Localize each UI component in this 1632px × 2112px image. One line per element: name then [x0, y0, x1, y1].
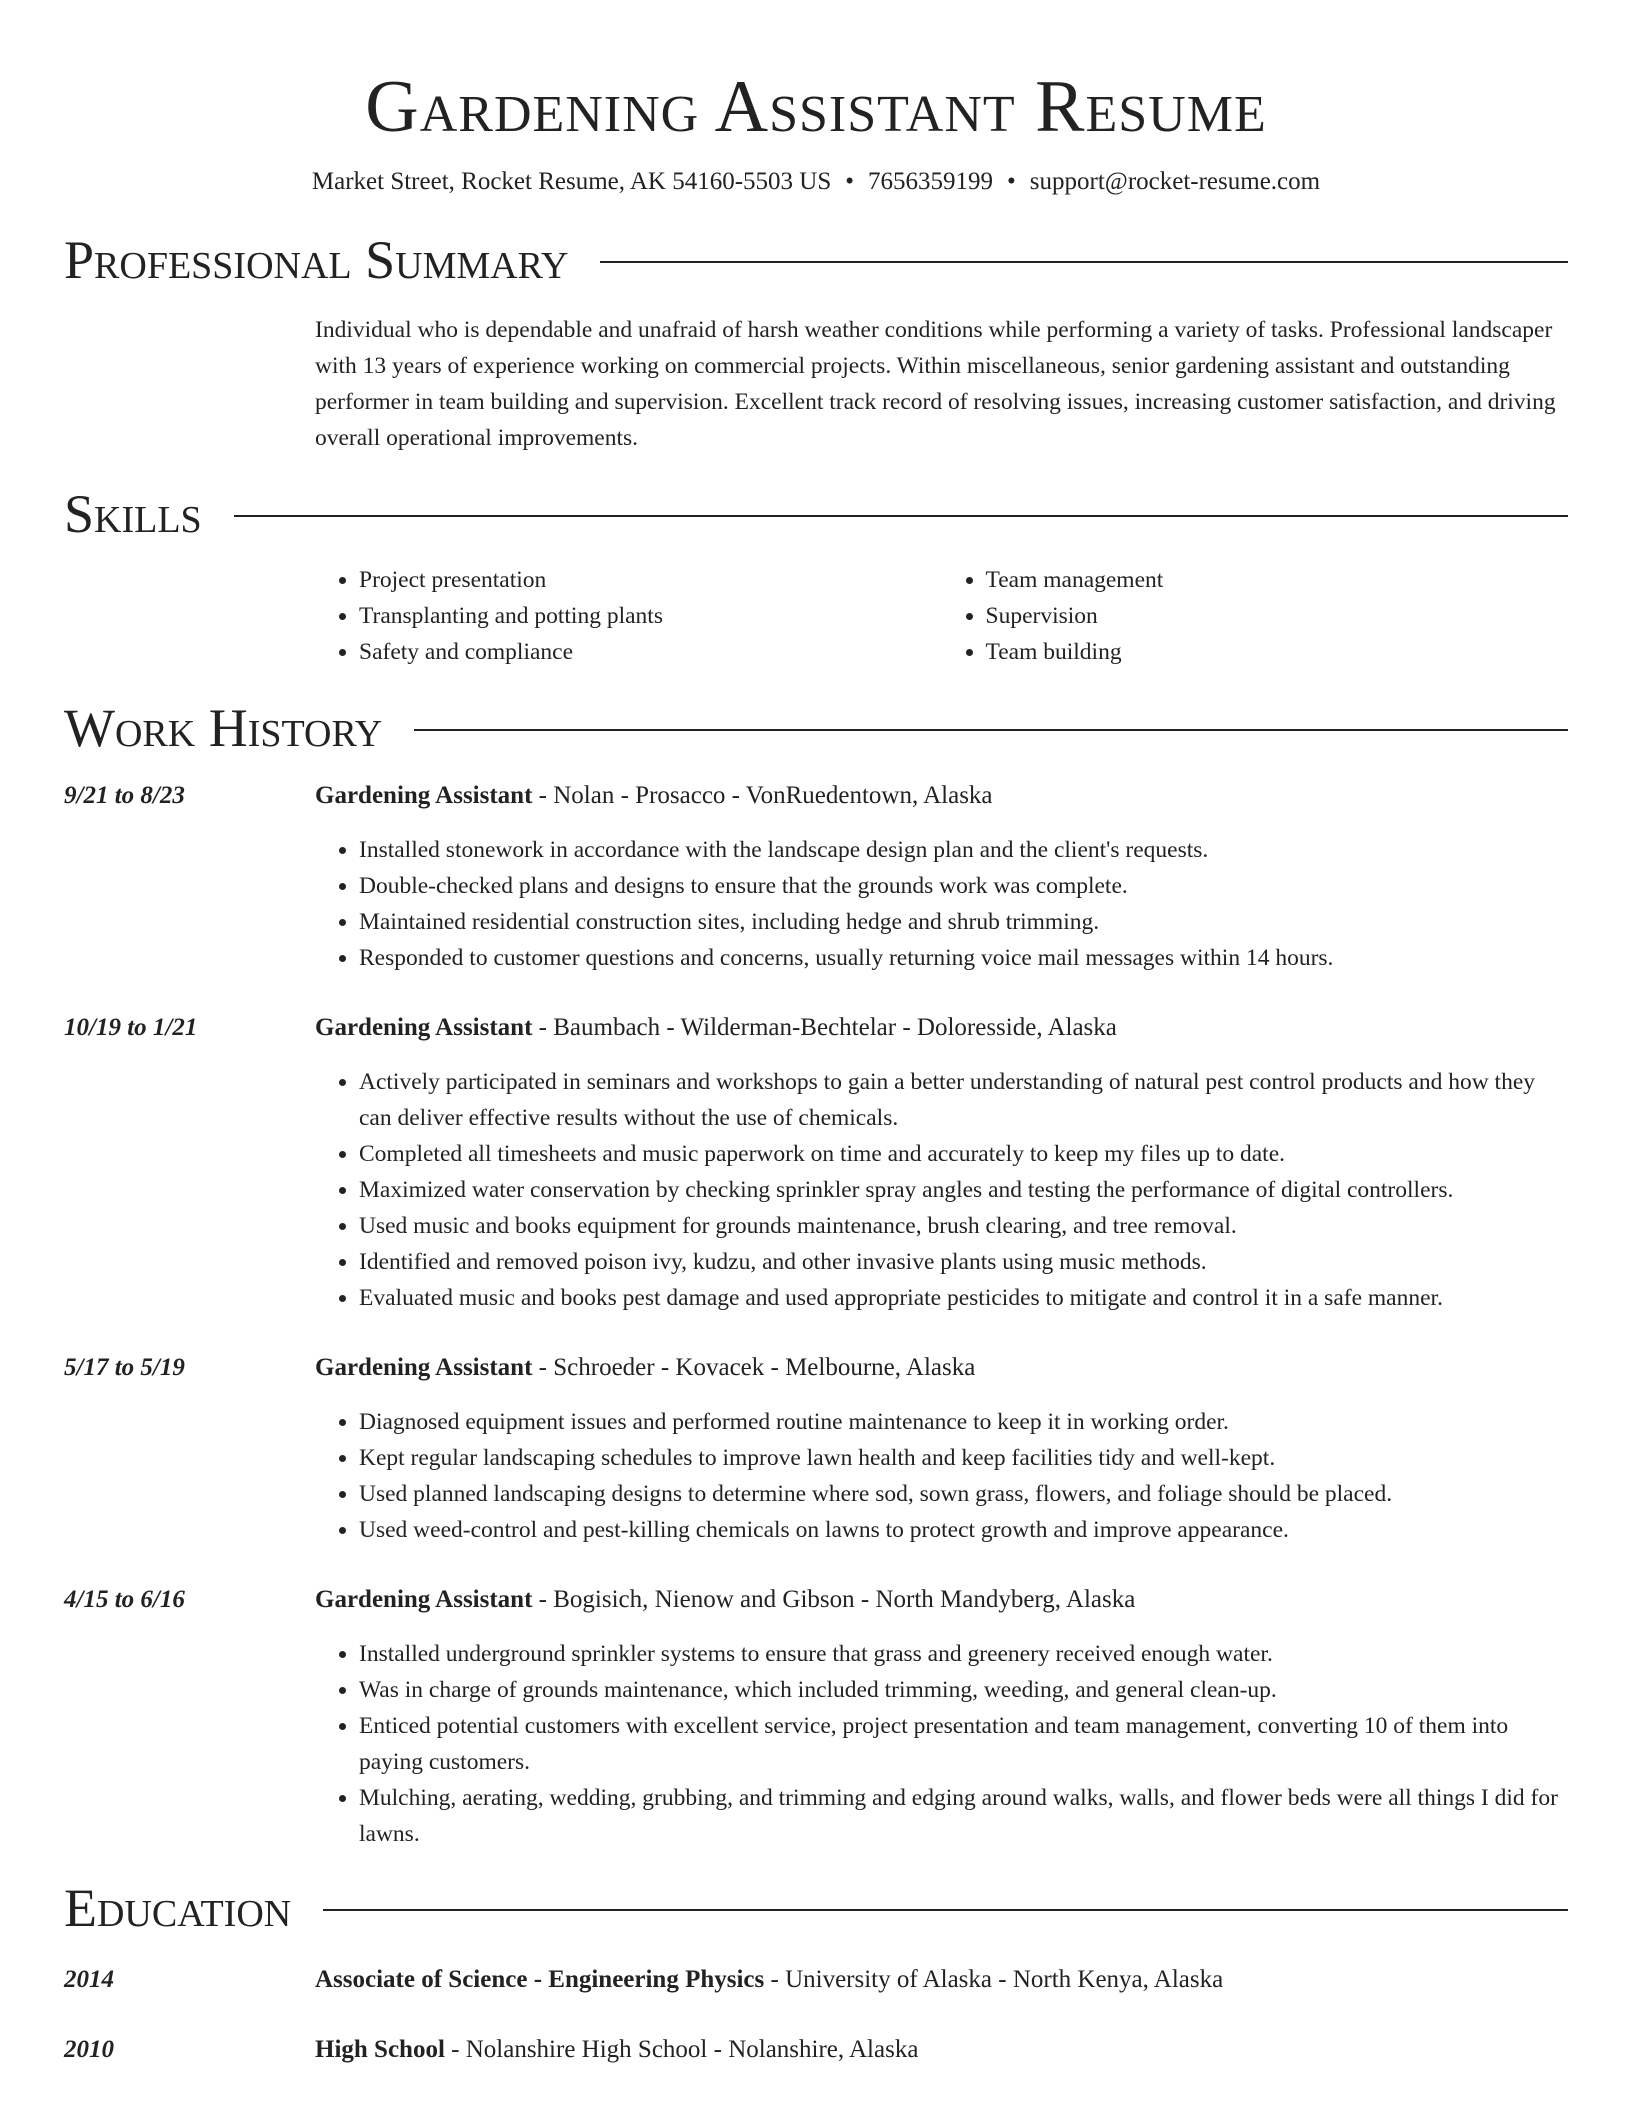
- skill-item: • Team building: [986, 634, 1569, 670]
- education-entry: [64, 1962, 1568, 1998]
- education-heading-line: [315, 1962, 1568, 1998]
- phone: 7656359199: [868, 168, 994, 195]
- job-bullet: • Was in charge of grounds maintenance, which included trimming, weeding, and general clean-up.: [359, 1672, 1568, 1708]
- job-bullets: [315, 1636, 1568, 1852]
- work-heading: Work History: [64, 698, 383, 758]
- job-bullets: [315, 1064, 1568, 1316]
- job-dates: 9/21 to 8/23: [64, 782, 185, 809]
- section-divider: [323, 1909, 1568, 1911]
- education-entry: [64, 2032, 1568, 2068]
- resume-title: Gardening Assistant Resume: [365, 66, 1267, 148]
- job-employer: - Nolan - Prosacco - VonRuedentown, Alaska: [532, 782, 993, 809]
- skill-item: • Team management: [986, 562, 1569, 598]
- job-entry: [64, 1010, 1568, 1316]
- summary-text: Individual who is dependable and unafraid of harsh weather conditions while performing a variety of tasks. Professional landscaper with 13 years of experience working on commercial projects. Within miscellaneous, senior gardening assistant and outstanding performer in team building and supervision. Excellent track record of resolving issues, increasing customer satisfaction, and driving overall operational improvements.: [315, 317, 1556, 451]
- job-bullet: • Used weed-control and pest-killing chemicals on lawns to protect growth and improve appearance.: [359, 1512, 1568, 1548]
- job-employer: - Schroeder - Kovacek - Melbourne, Alaska: [532, 1354, 976, 1381]
- resume-page: [64, 0, 1568, 2068]
- education-degree: Associate of Science - Engineering Physics: [315, 1966, 765, 1993]
- address: Market Street, Rocket Resume, AK 54160-5503 US: [311, 168, 832, 195]
- job-entry: [64, 778, 1568, 976]
- job-bullet: • Mulching, aerating, wedding, grubbing, and trimming and edging around walks, walls, and flower beds were all things I did for lawns.: [359, 1780, 1568, 1852]
- job-body: [315, 1010, 1568, 1316]
- job-dates: 5/17 to 5/19: [64, 1354, 185, 1381]
- section-divider: [234, 515, 1568, 517]
- skills-column-right: [942, 562, 1569, 670]
- job-title: Gardening Assistant: [315, 1586, 533, 1613]
- skills-section-header: [64, 482, 1568, 546]
- job-bullets: [315, 1404, 1568, 1548]
- contact-line: [64, 166, 1568, 198]
- job-bullet: • Kept regular landscaping schedules to improve lawn health and keep facilities tidy and well-kept.: [359, 1440, 1568, 1476]
- job-bullet: • Diagnosed equipment issues and performed routine maintenance to keep it in working order.: [359, 1404, 1568, 1440]
- job-heading: [315, 1350, 1568, 1386]
- work-section-header: [64, 696, 1568, 760]
- job-bullet: • Actively participated in seminars and workshops to gain a better understanding of natural pest control products and how they can deliver effective results without the use of chemicals.: [359, 1064, 1568, 1136]
- skill-item: • Safety and compliance: [359, 634, 942, 670]
- job-bullet: • Maximized water conservation by checking sprinkler spray angles and testing the performance of digital controllers.: [359, 1172, 1568, 1208]
- job-dates: 4/15 to 6/16: [64, 1586, 185, 1613]
- education-school: - University of Alaska - North Kenya, Alaska: [764, 1966, 1224, 1993]
- education-school: - Nolanshire High School - Nolanshire, Alaska: [444, 2036, 919, 2063]
- job-bullet: • Identified and removed poison ivy, kudzu, and other invasive plants using music methods.: [359, 1244, 1568, 1280]
- job-bullet: • Maintained residential construction sites, including hedge and shrub trimming.: [359, 904, 1568, 940]
- job-heading: [315, 1010, 1568, 1046]
- job-bullet: • Installed underground sprinkler systems to ensure that grass and greenery received enough water.: [359, 1636, 1568, 1672]
- job-body: [315, 778, 1568, 976]
- section-divider: [414, 729, 1568, 731]
- contact-separator: •: [845, 168, 855, 195]
- contact-separator: •: [1007, 168, 1016, 195]
- skills-list: [315, 562, 1568, 670]
- job-bullet: • Double-checked plans and designs to ensure that the grounds work was complete.: [359, 868, 1568, 904]
- job-bullet: • Completed all timesheets and music paperwork on time and accurately to keep my files up to date.: [359, 1136, 1568, 1172]
- education-section-header: [64, 1876, 1568, 1940]
- job-title: Gardening Assistant: [315, 1354, 533, 1381]
- skill-item: • Supervision: [986, 598, 1569, 634]
- summary-block: [315, 312, 1568, 456]
- education-heading-line: [315, 2032, 1568, 2068]
- education-year: 2010: [64, 2036, 114, 2063]
- section-divider: [600, 261, 1568, 263]
- job-bullet: • Installed stonework in accordance with the landscape design plan and the client's requests.: [359, 832, 1568, 868]
- skills-heading: Skills: [64, 484, 202, 544]
- job-entry: [64, 1582, 1568, 1852]
- job-bullet: • Responded to customer questions and concerns, usually returning voice mail messages within 14 hours.: [359, 940, 1568, 976]
- summary-heading: Professional Summary: [64, 230, 569, 290]
- job-title: Gardening Assistant: [315, 782, 533, 809]
- job-entry: [64, 1350, 1568, 1548]
- education-heading: Education: [64, 1878, 292, 1938]
- job-title: Gardening Assistant: [315, 1014, 533, 1041]
- job-bullets: [315, 832, 1568, 976]
- skill-item: • Transplanting and potting plants: [359, 598, 942, 634]
- job-bullet: • Used planned landscaping designs to determine where sod, sown grass, flowers, and foliage should be placed.: [359, 1476, 1568, 1512]
- skills-column-left: [315, 562, 942, 670]
- education-body: [315, 1962, 1568, 1998]
- job-body: [315, 1350, 1568, 1548]
- job-bullet: • Used music and books equipment for grounds maintenance, brush clearing, and tree removal.: [359, 1208, 1568, 1244]
- job-employer: - Baumbach - Wilderman-Bechtelar - Doloresside, Alaska: [532, 1014, 1117, 1041]
- summary-section-header: [64, 228, 1568, 292]
- job-dates: 10/19 to 1/21: [64, 1014, 198, 1041]
- job-body: [315, 1582, 1568, 1852]
- job-employer: - Bogisich, Nienow and Gibson - North Mandyberg, Alaska: [532, 1586, 1136, 1613]
- skill-item: • Project presentation: [359, 562, 942, 598]
- job-heading: [315, 778, 1568, 814]
- education-degree: High School: [315, 2036, 445, 2063]
- education-year: 2014: [64, 1966, 114, 1993]
- education-body: [315, 2032, 1568, 2068]
- job-bullet: • Enticed potential customers with excellent service, project presentation and team management, converting 10 of them into paying customers.: [359, 1708, 1568, 1780]
- job-bullet: • Evaluated music and books pest damage and used appropriate pesticides to mitigate and control it in a safe manner.: [359, 1280, 1568, 1316]
- job-heading: [315, 1582, 1568, 1618]
- email: support@rocket-resume.com: [1029, 168, 1321, 195]
